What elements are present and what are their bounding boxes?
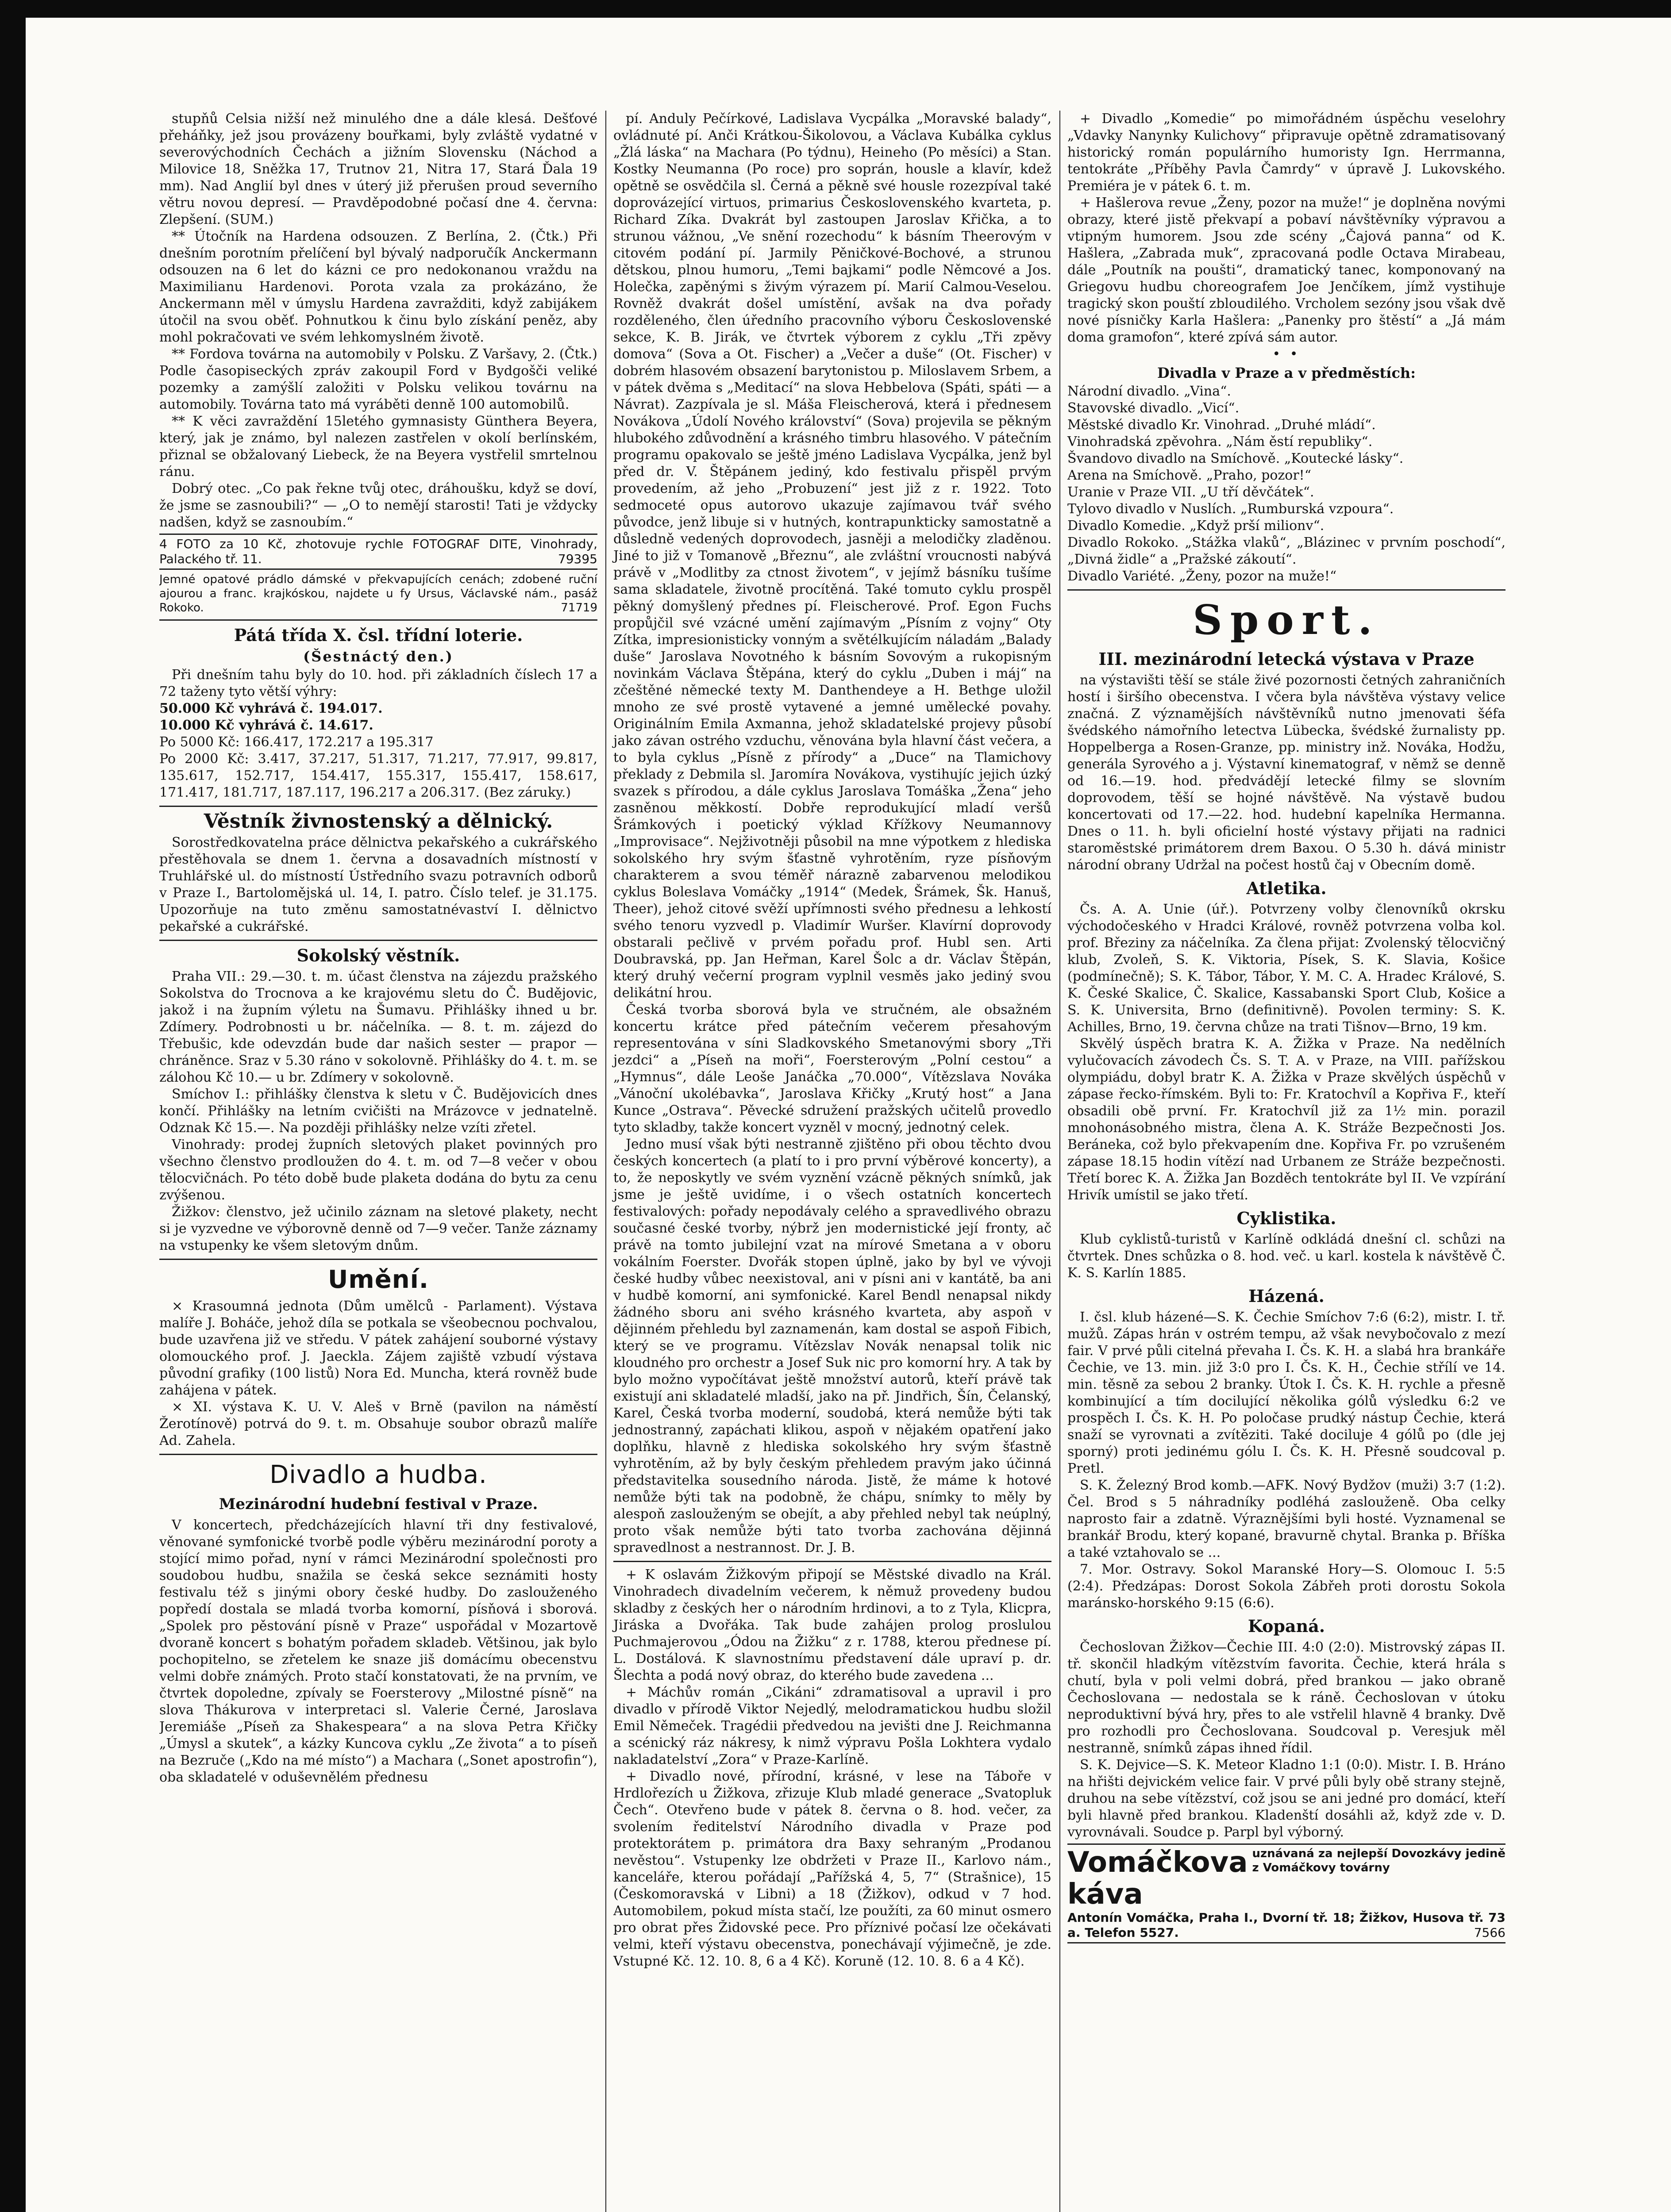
kopana-dejvice: S. K. Dejvice—S. K. Meteor Kladno 1:1 (0:0). Mistr. I. B. Hráno na hřišti dejvickém velice fair. V prvé půli byly obě strany stejně, druhou na sebe vítězství, což jsou se ani jedné pro domácí, kteří byli hlavně před brankou. Kladenští dosáhli až, když zde v. D. vyrovnávali. Soudce p. Parpl byl výborný. [1067, 1757, 1505, 1840]
joke-article: Dobrý otec. „Co pak řekne tvůj otec, dráhoušku, když se doví, že jsme se zasnoubili?“ — „O to nemějí starosti! Tati je vždycky nadšen, když se zasnoubím.“ [159, 481, 597, 530]
ad-foto [159, 534, 597, 570]
divider [159, 806, 597, 807]
divider [159, 619, 597, 621]
ad-pradlo [159, 572, 597, 615]
hazena-cechie: I. čsl. klub házené—S. K. Čechie Smíchov 7:6 (6:2), mistr. I. tř. mužů. Zápas hrán v ostrém tempu, až však nevybočovalo z mezí fair. V prvé půli citelná převaha I. Čs. K. H. a slabá hra brankáře Čechie, ve 13. min. již 3:0 pro I. Čs. K. H., Čechie střílí ve 14. min. těsně za sebou 2 branky. Útok I. Čs. K. H. rychle a přesně kombinující a tím docilující několika gólů výsledku 6:2 ve prospěch I. Čs. K. H. Po poločase prudký nástup Čechie, která snaží se vyrovnati a zvítěziti. Také dociluje 4 gólů po (dle jej sporný) proti jedinému gólu I. Čs. K. H. Přesně soudcoval p. Pretl. [1067, 1310, 1505, 1476]
divider [159, 1454, 597, 1455]
atletika-title: Atletika. [1246, 878, 1327, 898]
umeni-ales: × XI. výstava K. U. V. Aleš v Brně (pavilon na náměstí Žerotínově) potrvá do 9. t. m. Obsahuje soubor obrazů malíře Ad. Zahela. [159, 1399, 597, 1448]
vomacka-ad [1067, 1843, 1505, 1943]
repertory-item: Divadlo Komedie. „Když prší milionv“. [1067, 518, 1324, 534]
festival-continued: pí. Anduly Pečírkové, Ladislava Vycpálka „Moravské balady“, ovládnuté pí. Anči Krátkou-Šikolovou, a Václava Kubálka cyklus „Žlá láska“ na Machara (Po týdnu), Heineho (Po měsíci) a Stan. Kostky Neumanna (Po roce) pro soprán, housle a klavír, kdež opětně se osvědčila sl. Černá a pěkně své housle rozezpíval také doprovázející virtuos, primarius Československého kvarteta, p. Richard Zíka. Dvakrát byl zastoupen Jaroslav Křička, a to strunou vážnou, „Ve snění rozechodu“ k básním Theerovým v citovém podání pí. Jarmily Pěničkové-Bochové, a strunou dětskou, plnou humoru, „Temi bajkami“ podle Němcové a Jos. Holečka, zapěnými s živým výrazem pí. Marií Calmou-Veselou. Rovněž dvakrát došel umístění, avšak na dva pořady rozděleného, člen úředního pracovního výboru Československé sekce, K. B. Jirák, ve čtvrtek výborem z cyklu „Tři zpěvy domova“ (Sova a Ot. Fischer) a „Večer a duše“ (Ot. Fischer) v dobrém hlasovém obsazení barytonistou p. Miloslavem Srbem, a v pátek dvěma s „Meditací“ na slova Hebbelova (Spáti, spáti — a Návrat). Zazpívala je sl. Máša Fleischerová, která i přednesem Novákova „Údolí Nového království“ (Sova) projevila se pěkným hlubokého zdůvodnění a krásného timbru hlasového. V pátečním programu opakovalo se ještě jméno Ladislava Vycpálka, jenž byl před dr. V. Štěpánem jediný, kdo festivalu přispěl prvým provedením, až jeho „Probuzení“ jest již z r. 1922. Toto sedmoceté opus autorovo ukazuje zajímavou tvář svého původce, jenž libuje si v hutných, kontrapunkticky samostatně a důsledně vedených doprovodech, jasněji a melodičky zladěnou. Jiné to již v Tomanově „Březnu“, ale zvláštní vroucnosti nabývá právě v „Modlitby za ctnost životem“, v jejímž básníku tušíme sama skladatele, životně procítěná. Také tomuto cyklu prospěl pěkný domyšlený přednes pí. Fleischerové. Prof. Egon Fuchs propůjčil své vzácné umění zajímavým „Písním z vojny“ Oty Zítka, impresionisticky vonným a světélkujícím náladám „Balady duše“ Jaroslava Novotného k básním Sovovým a rukopisným novinkám Václava Štěpána, který do cyklu „Duben i máj“ na zčeštěné německé texty M. Danthendeye a H. Bethge uložil mnoho ze své prostě vytavené a jemné umělecké povahy. Originálním Emila Axmanna, jehož skladatelské projevy působí jako závan ostrého vzduchu, věnována byla hlavní část večera, a to byla cyklus „Písně z přírody“ a „Duce“ na Tlamichovy překlady z Debmila sl. Jaromíra Novákova, vystihujíc jejich úzký svazek s přírodou, a dále cyklus Jaroslava Tomáška „Žena“ jeho zasněnou měkkostí. Dobře reprodukující mladí veršů Šrámkových i poetický výklad Křížkovy Neumannovy „Improvisace“. Nejživotněji působil na mne výpotkem z hlediska sokolského hry svým šťastně vyhrotěním, ryze písňovým charakterem a svou téměř nárazně zabarvenou melodikou cyklus Boleslava Vomáčky „1914“ (Medek, Šrámek, Šk. Hanuš, Theer), jehož citové svěží upřímnosti svého přednesu a lehkostí svého tenoru vyzvedl p. Vladimír Wuršer. Klavírní doprovody obstarali pečlivě v prvém pořadu prof. Hubl sen. Arti Doubravská, pp. Jan Heřman, Karel Šolc a dr. Václav Štěpán, který druhý večerní program vyplnil vesměs jako jediný svou delikátní hrou. [613, 111, 1051, 1001]
vomacka-address-text: Antonín Vomáčka, Praha I., Dvorní tř. 18; Žižkov, Husova tř. 73 a. Telefon 5527. [1067, 1910, 1505, 1940]
column-1 [159, 111, 597, 2212]
sokol-zizkov: Žižkov: členstvo, jež učinilo záznam na sletové plakety, necht si je vyzvedne ve výborovně denně od 7—9 večer. Tanže záznamy na vstupenky ke všem sletovým dnům. [159, 1204, 597, 1253]
sokol-praha: Praha VII.: 29.—30. t. m. účast členstva na zájezdu pražského Sokolstva do Trocnova a ke krajovému sletu do Č. Budějovic, jakož i na župním výletu na Šumavu. Přihlášky ihned u br. Zdímery. Podrobnosti u br. náčelníka. — 8. t. m. zájezd do Třebušic, kde odevzdán bude dar našich sester — prapor — chráněnce. Sraz v 5.30 ráno v sokolovně. Přihlášky do 4. t. m. se zálohou Kč 10.— u br. Zdímery v sokolovně. [159, 969, 597, 1085]
divider [1067, 589, 1505, 591]
repertory-item: Arena na Smíchově. „Praho, pozor!“ [1067, 468, 1312, 483]
scan-border-left [0, 0, 26, 2212]
komedie-article: + Divadlo „Komedie“ po mimořádném úspěchu veselohry „Vdavky Nanynky Kulichovy“ připravuje opětně zdramatisovaný historický román populárního humoristy Ign. Herrmanna, tentokráte „Příběhy Pavla Čamrdy“ v úpravě J. Lukovského. Premiéra je v pátek 6. t. m. [1067, 111, 1505, 194]
vomacka-address [1067, 1910, 1505, 1940]
umeni-title: Umění. [327, 1265, 429, 1294]
ford-article: ** Fordova továrna na automobily v Polsku. Z Varšavy, 2. (Čtk.) Podle časopiseckých zpráv zakoupil Ford v Bydgošči veliké pozemky a zamýšlí založiti v Polsku velikou továrnu na automobily. Továrna tato má vyráběti denně 100 automobilů. [159, 346, 597, 412]
repertory-title: Divadla v Praze a v předměstích: [1157, 365, 1416, 381]
repertory-item: Švandovo divadlo na Smíchově. „Koutecké lásky“. [1067, 451, 1404, 466]
festival-article: V koncertech, předcházejících hlavní tři dny festivalové, věnované symfonické tvorbě podle výběru mezinárodní poroty a stojící mimo pořad, nyní v rámci Mezinárodní společnosti pro soudobou hudbu, snažila se česká sekce seznámiti hosty festivalu též s jinými obory české hudby. Do zaslouženého popředí dostala se mladá tvorba komorní, písňová i sborová. „Spolek pro pěstování písně v Praze“ uspořádal v Mozartově dvoraně koncert s bohatým pořadem skladeb. Většinou, jak bylo pochopitelno, se zřetelem ke snaze jiš domácímu obecenstvu velmi dobře známých. Proto stačí konstatovati, že na prvním, ve čtvrtek dopoledne, zpívaly se Foersterovy „Milostné písně“ na slova Thákurova v interpretaci sl. Valerie Černé, Jaroslava Jeremiáše „Píseň za Shakespeara“ a na slova Petra Křičky „Úmysl a skutek“, a kázky Kuncova cyklu „Ze života“ a to píseň na Bezruče („Kdo na mé místo“) a Machara („Sonet apostrofin“), oba skladatelé v oduševnělém přednesu [159, 1517, 597, 1785]
repertory-item: Uranie v Praze VII. „U tří děvčátek“. [1067, 484, 1314, 500]
critique-article: Jedno musí však býti nestranně zjištěno při obou těchto dvou českých koncertech (a platí to i pro první výběrové koncerty), a to, že neposkytly ve svém vyznění vzácně pěkných snímků, jak jsme je ještě uvidíme, i o všech ostatních koncertech festivalových: pořady nepodávaly celého a spravedlivého obrazu současné české tvorby, nýbrž jen modernistické její fronty, ač právě na tomto jubilejní vzat na mírové Smetana a v oboru vokálním Foerster. Dvořák stopen úplně, jako by byl ve vývoji české hudby vůbec neexistoval, ani v písni ani v kantátě, ba ani v hudbě komorní, ani symfonické. Karel Bendl nenapsal nikdy žádného sboru ani svého krásného kvarteta, aby aspoň v dějinném přehledu byl zaznamenán, kam dostal se aspoň Fibich, který se ve programu. Vítězslav Novák nenapsal tolik nic kloudného pro orchestr a Josef Suk nic pro komorní hry. A tak by bylo možno vypočítávat ještě množství autorů, kteří právě tak existují ani skladatelé mladší, jako na př. Jindřich, Šín, Čelanský, Karel, Česká tvorba moderní, soudobá, která nemůže býti tak jednostranný, zapáchati klikou, aspoň v nějakém opatření jako doplňku, hlavně z hlediska sokolského hry svým šťastně vyhrotěním, až by byly českým přehledem pravým jako účinná představitelka sousedního národa. Jistě, že máme k hotové nemůže býti tak na podobně, že chápu, snímky to měly by alespoň zaslouženým se obejít, a aby přehled nebyl tak neúplný, proto však nemůže býti tato tvorba zachována dějinná spravedlnost a nestrannost. Dr. J. B. [613, 1137, 1051, 1555]
repertory-item: Divadlo Rokoko. „Stážka vlaků“, „Blázinec v prvním poschodí“, „Divná židle“ a „Pražské zákoutí“. [1067, 535, 1505, 567]
ad-foto-text: 4 FOTO za 10 Kč, zhotovuje rychle FOTOGRAF DITE, Vinohrady, Palackého tř. 11. [159, 537, 597, 566]
cyklistika-article: Klub cyklistů-turistů v Karlíně odkládá dnešní cl. schůzi na čtvrtek. Dnes schůzka o 8. hod. več. u karl. kostela k návštěvě Č. K. S. Karlín 1885. [1067, 1232, 1505, 1281]
lottery-title: Pátá třída X. čsl. třídní loterie. [234, 625, 523, 645]
hazena-title: Házená. [1248, 1286, 1324, 1306]
vomacka-name: Vomáčkova káva [1067, 1846, 1248, 1911]
sokol-vinohrady: Vinohrady: prodej župních sletových plaket povinných pro všechno členstvo prodloužen do 4. t. m. od 7—8 večer v obou tělocvičnách. Po této době bude plaketa dodána do bytu za cenu zvýšenou. [159, 1137, 597, 1203]
lottery-subtitle: (Šestnáctý den.) [303, 648, 454, 665]
ad-pradlo-number: 71719 [561, 601, 597, 614]
lottery-line: Po 2000 Kč: 3.417, 37.217, 51.317, 71.217, 77.917, 99.817, 135.617, 152.717, 154.417, 155.317, 155.417, 158.617, 171.417, 181.717, 187.117, 196.217 a 206.317. (Bez záruky.) [159, 751, 597, 800]
repertory-item: Národní divadlo. „Vina“. [1067, 384, 1231, 399]
sokol-smichov: Smíchov I.: přihlášky členstva k sletu v Č. Budějovicích dnes končí. Přihlášky na letním cvičišti na Mrázovce v jednatelně. Odznak Kč 15.—. Na později přihlášky nelze vzíti zřetel. [159, 1087, 597, 1136]
beyer-article: ** K věci zavraždění 15letého gymnasisty Günthera Beyera, který, jak je známo, byl nalezen zastřelen v okolí berlínském, přiznal se obžalovaný Liebeck, že na Beyera vystřelil smrtelnou ránu. [159, 414, 597, 480]
umeni-krasoumna: × Krasoumná jednota (Dům umělců - Parlament). Výstava malíře J. Boháče, jehož díla se potkala se všeobecnou pochvalou, bude uzavřena již ve středu. V pátek zahájení souborné výstavy olomouckého prof. J. Jaeckla. Zájem zajiště vzbudí výstava původní grafiky (100 listů) Nora Ed. Munchа, která rovněž bude zahájena v pátek. [159, 1298, 597, 1398]
divadlo-prirodni-article: + Divadlo nové, přírodní, krásné, v lese na Táboře v Hrdlořezích u Žižkova, zřizuje Klub mladé generace „Svatopluk Čech“. Otevřeno bude v pátek 8. června o 8. hod. večer, za svolením ředitelství Národního divadla v Praze pod protektorátem p. primátora dra Baxy sehraným „Prodanou nevěstou“. Vstupenky lze obdržeti v Praze II., Karlovo nám., kanceláře, kterou pořádají „Pařížská 4, 5, 7“ (Strašnice), 15 (Českomoravská v Libni) a 18 (Žižkov), odkud v 7 hod. Automobilem, pokud místa stačí, lze použíti, za 60 minut osmero pro obrat přes Židovské pece. Pro příznivé počasí lze očekávati velmi, kteří výstavu obecenstva, ponechávají výjimečně, je zde. Vstupné Kč. 12. 10. 8, 6 a 4 Kč). Koruně (12. 10. 8. 6 a 4 Kč). [613, 1769, 1051, 1969]
harden-article: ** Útočník na Hardena odsouzen. Z Berlína, 2. (Čtk.) Při dnešním porotním přelíčení byl bývalý nadporučík Anckermann odsouzen na 6 let do kázni ce pro nedokonanou vraždu na Maximilianu Hardenovi. Porota vzala za prokázáno, že Anckermann měl v úmyslu Hardena zavražditi, když zabijákem útočil na svou oběť. Pohnutkou k činu bylo získání peněz, aby mohl pokračovati ve svém lehkomyslném životě. [159, 229, 597, 345]
kopana-zizkov: Čechoslovan Žižkov—Čechie III. 4:0 (2:0). Mistrovský zápas II. tř. skončil hladkým vítězstvím favorita. Čechie, která hrála s chutí, byla v poli velmi dobrá, před brankou — jako obraně Čechoslovana — nedostala se k ráně. Čechoslovan v útoku neproduktivní bývá hry, přes to ale vstřelil hlavně 4 branky. Dvě pro rozhodli pro Čechoslovana. Soudcoval p. Veresjuk měl nestranně, snímků zápas ihned řídil. [1067, 1640, 1505, 1756]
vestnik-title: Věstník živnostenský a dělnický. [204, 810, 553, 833]
column-3 [1059, 111, 1505, 2212]
divadlo-title: Divadlo a hudba. [270, 1460, 487, 1489]
kopana-title: Kopaná. [1247, 1616, 1325, 1636]
atletika-zizka: Skvělý úspěch bratra K. A. Žižka v Praze. Na nedělních vylučovacích závodech Čs. S. T. A. v Praze, na VIII. pařížskou olympiádu, dobyl bratr K. A. Žižka v Praze skvělých úspěchů v zápase řecko-římském. Byli to: Fr. Kratochvíl a Kopřiva F., kteří obsadili obě první. Fr. Kratochvíl již za 1½ min. porazil mnohonásobného mistra, člena A. K. Stráže Bezpečnosti Jos. Beráneka, což bylo překvapením dne. Kopřiva Fr. po vzrušeném zápase 18.15 hodin vítězí nad Urbanem ze Stráže bezpečnosti. Třetí borec K. A. Žižka Jan Bozděch tentokráte byl II. Ve vzpírání Hrivík umístil se jako třetí. [1067, 1036, 1505, 1203]
vestnik-article: Sorostředkovatelna práce dělnictva pekařského a cukrářského přestěhovala se dnem 1. června a dosavadních místností v Truhlářské ul. do místností Ústředního svazu potravních odborů v Praze I., Bartolomějská ul. 14, I. patro. Číslo telef. je 31.175. Upozorňuje na tuto změnu samostatnévaství I. dělnictvo pekařské a cukrářské. [159, 835, 597, 934]
repertory-item: Stavovské divadlo. „Vicí“. [1067, 400, 1240, 416]
sokol-title: Sokolský věstník. [296, 945, 460, 965]
sport-title: Sport. [1193, 596, 1380, 644]
repertory-item: Tylovo divadlo v Nuslích. „Rumburská vzpoura“. [1067, 501, 1394, 517]
ad-pradlo-text: Jemné opatové prádlo dámské v překvapujících cenách; zdobené ruční ajourou a franc. krajkóskou, najdete u fy Ursus, Václavské nám., pasáž Rokoko. [159, 573, 597, 614]
divider [159, 940, 597, 941]
column-2 [605, 111, 1051, 2212]
lottery-line: 50.000 Kč vyhrává č. 194.017. [159, 701, 383, 716]
lottery-line: 10.000 Kč vyhrává č. 14.617. [159, 718, 373, 733]
vomacka-number: 7566 [1474, 1925, 1505, 1940]
scan-border-top [0, 0, 1671, 18]
weather-article: stupňů Celsia nižší než minulého dne a dále klesá. Dešťové přeháňky, jež jsou provázeny bouřkami, byly zvláště vydatné v severovýchodních Čechách a jižním Slovensku (Náchod a Milovice 18, Sněžka 17, Trutnov 21, Nitra 17, Stará Ďala 19 mm). Nad Anglií byl dnes v úterý již přerušen proud severního větru novou depresí. — Pravděpodobné počasí dne 4. června: Zlepšení. (SUM.) [159, 111, 597, 227]
sborova-article: Česká tvorba sborová byla ve stručném, ale obsažném koncertu krátce před pátečním večerem přesahovým representována v síni Sladkovského Smetanovými sbory „Tři jezdci“ a „Píseň na moři“, Foersterovým „Polní cestou“ a „Hymnus“, dále Leoše Janáčka „70.000“, Vítězslava Nováka „Vánoční ukolébavka“, Jaroslava Křičky „Krutý host“ a Jana Kunce „Ostrava“. Pěvecké sdružení pražských učitelů provedlo tyto skladby, takže koncert vyzněl v mocný, jednotný celek. [613, 1002, 1051, 1135]
atletika-unie: Čs. A. A. Unie (úř.). Potvrzeny volby členovníků okrsku východočeského v Hradci Králové, rovněž potvrzena volba kol. prof. Březiny za náčelníka. Za člena přijat: Zvolenský tělocvičný klub, Zvoleň, S. K. Viktoria, Písek, S. K. Slavia, Košice (podmínečně); S. K. Tábor, Tábor, Y. M. C. A. Hradec Králové, S. K. České Skalice, Č. Skalice, Kassabanski Sport Club, Košice a S. K. Universita, Brno (definitivně). Povolen terminy: S. K. Achilles, Brno, 19. června chůze na trati Tišnov—Brno, 19 km. [1067, 902, 1505, 1035]
hazena-ostrava: 7. Mor. Ostravy. Sokol Maranské Hory—S. Olomouc I. 5:5 (2:4). Předzápas: Dorost Sokola Zábřeh proti dorostu Sokola maránsko-horského 9:15 (6:6). [1067, 1562, 1505, 1611]
ad-foto-number: 79395 [558, 552, 597, 566]
repertory-item: Divadlo Variété. „Ženy, pozor na muže!“ [1067, 568, 1337, 584]
divider [159, 1259, 597, 1260]
repertory-item: Městské divadlo Kr. Vinohrad. „Druhé mládí“. [1067, 417, 1376, 433]
divider [613, 1561, 1051, 1562]
vomacka-side: uznávaná za nejlepší Dovozkávy jedině z Vomáčkovy továrny [1252, 1847, 1505, 1874]
cyklistika-title: Cyklistika. [1236, 1208, 1336, 1228]
zizka-article: + K oslavám Žižkovým připojí se Městské divadlo na Král. Vinohradech divadelním večerem, k němuž provedeny budou skladby z českých her o národním hrdinovi, a to z Tyla, Klicpra, Jiráska a Dvořáka. Tak bude zahájen prolog proslulou Puchmajerovou „Ódou na Žižku“ z r. 1788, kterou přednese pí. L. Dostálová. K slavnostnímu představení dále upraví p. dr. Šlechta a podá nový obraz, do kterého bude zavedena ... [613, 1567, 1051, 1683]
haslerova-article: + Hašlerova revue „Ženy, pozor na muže!“ je doplněna novými obrazy, které jistě překvapí a pobaví návštěvníky výpravou a vtipným humorem. Jsou zde scény „Čajová panna“ od K. Hašlera, „Zabrada muk“, zpracovaná podle Octava Mirabeau, dále „Poutník na poušti“, dramatický tanec, komponovaný na Griegovu hudbu choreografem Joe Jenčíkem, jímž vystihuje tragický skon pouští zbloudilého. Vrcholem sezóny jsou však dvě nové písničky Karla Hašlera: „Panenky pro štěstí“ a „Já mám doma gramofon“, které zpívá sám autor. [1067, 195, 1505, 345]
hazena-zelezny-brod: S. K. Železný Brod komb.—AFK. Nový Bydžov (muži) 3:7 (1:2). Čel. Brod s 5 náhradníky podléhá zaslouženě. Oba celky naprosto fair a zdatně. Výraznějšími byli hosté. Vyznamenal se brankář Brodu, který kopané, bravurně chytal. Branka p. Bříška a také vztahovalo se ... [1067, 1478, 1505, 1560]
lottery-intro: Při dnešním tahu byly do 10. hod. při základních číslech 17 a 72 taženy tyto větší výhry: [159, 667, 597, 699]
lottery-line: Po 5000 Kč: 166.417, 172.217 a 195.317 [159, 734, 434, 750]
letecka-title: III. mezinárodní letecká výstava v Praze [1098, 649, 1475, 669]
letecka-article: na výstavišti těší se stále živé pozornosti četných zahraničních hostí i širšího obecenstva. I včera byla návštěva výstavy velice značná. Z významějších návštěvníků nutno jmenovati šéfa švédského námořního letectva Lübecka, švédské žurnalisty pp. Hoppelberga a Rosen-Granze, pp. ministry inž. Nováka, Hodžu, generála Syrového a j. Výstavní kinematograf, v němž se denně od 16.—19. hod. předvádějí letecké filmy se slovním doprovodem, těší se hojné návštěvě. Na výstavě budou koncertovati od 17.—22. hod. hudební kapelníka Hermanna. Dnes o 11. h. byli oficielní hosté výstavy přijati na radnici staroměstské primátorem drem Baxou. O 5.30 h. dává ministr národní obrany Udržal na počest hostů čaj v Obecním domě. [1067, 672, 1505, 873]
cikani-article: + Máchův román „Cikáni“ zdramatisoval a upravil i pro divadlo v přírodě Viktor Nejedlý, melodramatickou hudbu složil Emil Němeček. Tragédii předvedou na jevišti dne J. Reichmanna a scénický ráz nákresy, k nimž výpravu Pošla Lokhtera vydalo nakladatelství „Zora“ v Praze-Karlíně. [613, 1685, 1051, 1767]
repertory-item: Vinohradská zpěvohra. „Nám ěstí republiky“. [1067, 434, 1373, 449]
festival-title: Mezinárodní hudební festival v Praze. [219, 1495, 538, 1513]
newspaper-page [159, 111, 1509, 2212]
divider: • • [1272, 346, 1301, 362]
